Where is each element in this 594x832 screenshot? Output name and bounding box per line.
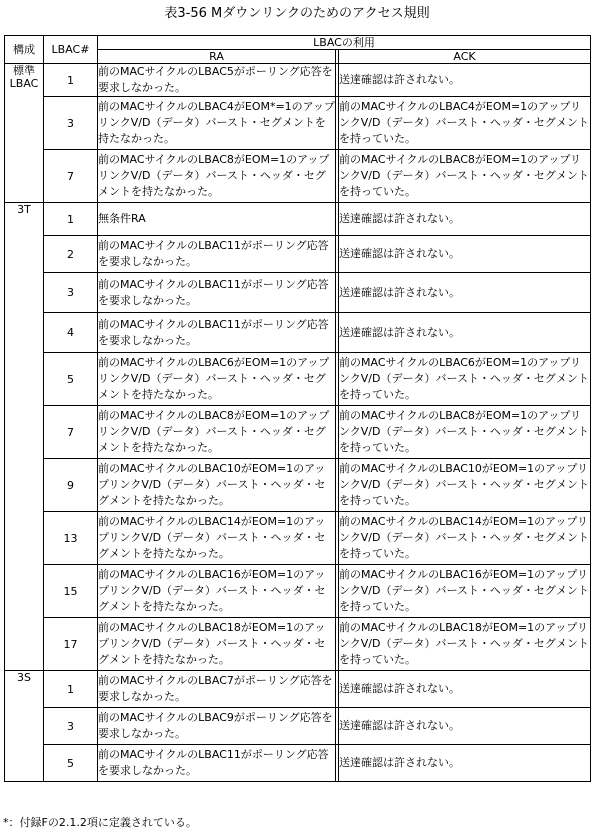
table-row <box>5 273 591 313</box>
lbac-cell: 1 <box>44 64 98 97</box>
ack-cell: 前のMACサイクルのLBAC8がEOM=1のアップリンクV/D（データ）バースト・ヘッダ・セグメントを持っていた。 <box>339 406 591 459</box>
table-row <box>5 236 591 273</box>
access-rules-table <box>4 35 591 782</box>
ra-cell: 無条件RA <box>98 203 336 236</box>
ack-cell: 前のMACサイクルのLBAC16がEOM=1のアップリンクV/D（データ）バースト・ヘッダ・セグメントを持っていた。 <box>339 565 591 618</box>
ra-cell: 前のMACサイクルのLBAC8がEOM=1のアップリンクV/D（データ）バースト・ヘッダ・セグメントを持たなかった。 <box>98 406 336 459</box>
table-row <box>5 97 591 150</box>
lbac-cell: 3 <box>44 97 98 150</box>
table-row <box>5 64 591 97</box>
config-cell: 標準 LBAC <box>5 64 44 203</box>
lbac-cell: 2 <box>44 236 98 273</box>
table-row <box>5 353 591 406</box>
lbac-cell: 9 <box>44 459 98 512</box>
footnote: *：付録Fの2.1.2項に定義されている。 <box>3 816 197 829</box>
config-cell: 3S <box>5 671 44 782</box>
header-config: 構成 <box>5 36 44 64</box>
ack-cell: 前のMACサイクルのLBAC10がEOM=1のアップリンクV/D（データ）バースト・ヘッダ・セグメントを持っていた。 <box>339 459 591 512</box>
ack-cell: 送達確認は許されない。 <box>339 236 591 273</box>
ack-cell: 前のMACサイクルのLBAC4がEOM=1のアップリンクV/D（データ）バースト・ヘッダ・セグメントを持っていた。 <box>339 97 591 150</box>
table-row <box>5 406 591 459</box>
table-row <box>5 565 591 618</box>
ra-cell: 前のMACサイクルのLBAC11がポーリング応答を要求しなかった。 <box>98 273 336 313</box>
ra-cell: 前のMACサイクルのLBAC8がEOM=1のアップリンクV/D（データ）バースト・ヘッダ・セグメントを持たなかった。 <box>98 150 336 203</box>
config-cell: 3T <box>5 203 44 671</box>
ra-cell: 前のMACサイクルのLBAC11がポーリング応答を要求しなかった。 <box>98 745 336 782</box>
lbac-cell: 3 <box>44 273 98 313</box>
lbac-cell: 7 <box>44 406 98 459</box>
ack-cell: 前のMACサイクルのLBAC14がEOM=1のアップリンクV/D（データ）バースト・ヘッダ・セグメントを持っていた。 <box>339 512 591 565</box>
ack-cell: 前のMACサイクルのLBAC18がEOM=1のアップリンクV/D（データ）バースト・ヘッダ・セグメントを持っていた。 <box>339 618 591 671</box>
header-lbac-usage: LBACの利用 <box>98 36 591 50</box>
ack-cell: 前のMACサイクルのLBAC6がEOM=1のアップリンクV/D（データ）バースト・ヘッダ・セグメントを持っていた。 <box>339 353 591 406</box>
table-row <box>5 512 591 565</box>
ra-cell: 前のMACサイクルのLBAC4がEOM*=1のアップリンクV/D（データ）バースト・セグメントを持たなかった。 <box>98 97 336 150</box>
header-lbac: LBAC# <box>44 36 98 64</box>
table-row <box>5 150 591 203</box>
ack-cell: 送達確認は許されない。 <box>339 745 591 782</box>
ra-cell: 前のMACサイクルのLBAC7がポーリング応答を要求しなかった。 <box>98 671 336 708</box>
ra-cell: 前のMACサイクルのLBAC9がポーリング応答を要求しなかった。 <box>98 708 336 745</box>
lbac-cell: 17 <box>44 618 98 671</box>
header-ra: RA <box>98 50 336 64</box>
lbac-cell: 13 <box>44 512 98 565</box>
lbac-cell: 7 <box>44 150 98 203</box>
lbac-cell: 5 <box>44 745 98 782</box>
ack-cell: 送達確認は許されない。 <box>339 313 591 353</box>
lbac-cell: 3 <box>44 708 98 745</box>
table-row <box>5 459 591 512</box>
lbac-cell: 4 <box>44 313 98 353</box>
ra-cell: 前のMACサイクルのLBAC10がEOM=1のアップリンクV/D（データ）バースト・ヘッダ・セグメントを持たなかった。 <box>98 459 336 512</box>
ack-cell: 送達確認は許されない。 <box>339 203 591 236</box>
lbac-cell: 5 <box>44 353 98 406</box>
table-row <box>5 203 591 236</box>
ra-cell: 前のMACサイクルのLBAC11がポーリング応答を要求しなかった。 <box>98 236 336 273</box>
ra-cell: 前のMACサイクルのLBAC5がポーリング応答を要求しなかった。 <box>98 64 336 97</box>
lbac-cell: 1 <box>44 671 98 708</box>
ack-cell: 送達確認は許されない。 <box>339 273 591 313</box>
lbac-cell: 1 <box>44 203 98 236</box>
table-body <box>5 64 591 782</box>
ra-cell: 前のMACサイクルのLBAC6がEOM=1のアップリンクV/D（データ）バースト・ヘッダ・セグメントを持たなかった。 <box>98 353 336 406</box>
table-row <box>5 671 591 708</box>
table-row <box>5 618 591 671</box>
table-row <box>5 708 591 745</box>
lbac-cell: 15 <box>44 565 98 618</box>
table-row <box>5 745 591 782</box>
ra-cell: 前のMACサイクルのLBAC11がポーリング応答を要求しなかった。 <box>98 313 336 353</box>
ack-cell: 前のMACサイクルのLBAC8がEOM=1のアップリンクV/D（データ）バースト・ヘッダ・セグメントを持っていた。 <box>339 150 591 203</box>
ra-cell: 前のMACサイクルのLBAC18がEOM=1のアップリンクV/D（データ）バースト・ヘッダ・セグメントを持たなかった。 <box>98 618 336 671</box>
table-row <box>5 313 591 353</box>
ra-cell: 前のMACサイクルのLBAC14がEOM=1のアップリンクV/D（データ）バースト・ヘッダ・セグメントを持たなかった。 <box>98 512 336 565</box>
ra-cell: 前のMACサイクルのLBAC16がEOM=1のアップリンクV/D（データ）バースト・ヘッダ・セグメントを持たなかった。 <box>98 565 336 618</box>
header-ack: ACK <box>339 50 591 64</box>
ack-cell: 送達確認は許されない。 <box>339 708 591 745</box>
ack-cell: 送達確認は許されない。 <box>339 671 591 708</box>
ack-cell: 送達確認は許されない。 <box>339 64 591 97</box>
table-title: 表3-56 Mダウンリンクのためのアクセス規則 <box>164 6 430 21</box>
